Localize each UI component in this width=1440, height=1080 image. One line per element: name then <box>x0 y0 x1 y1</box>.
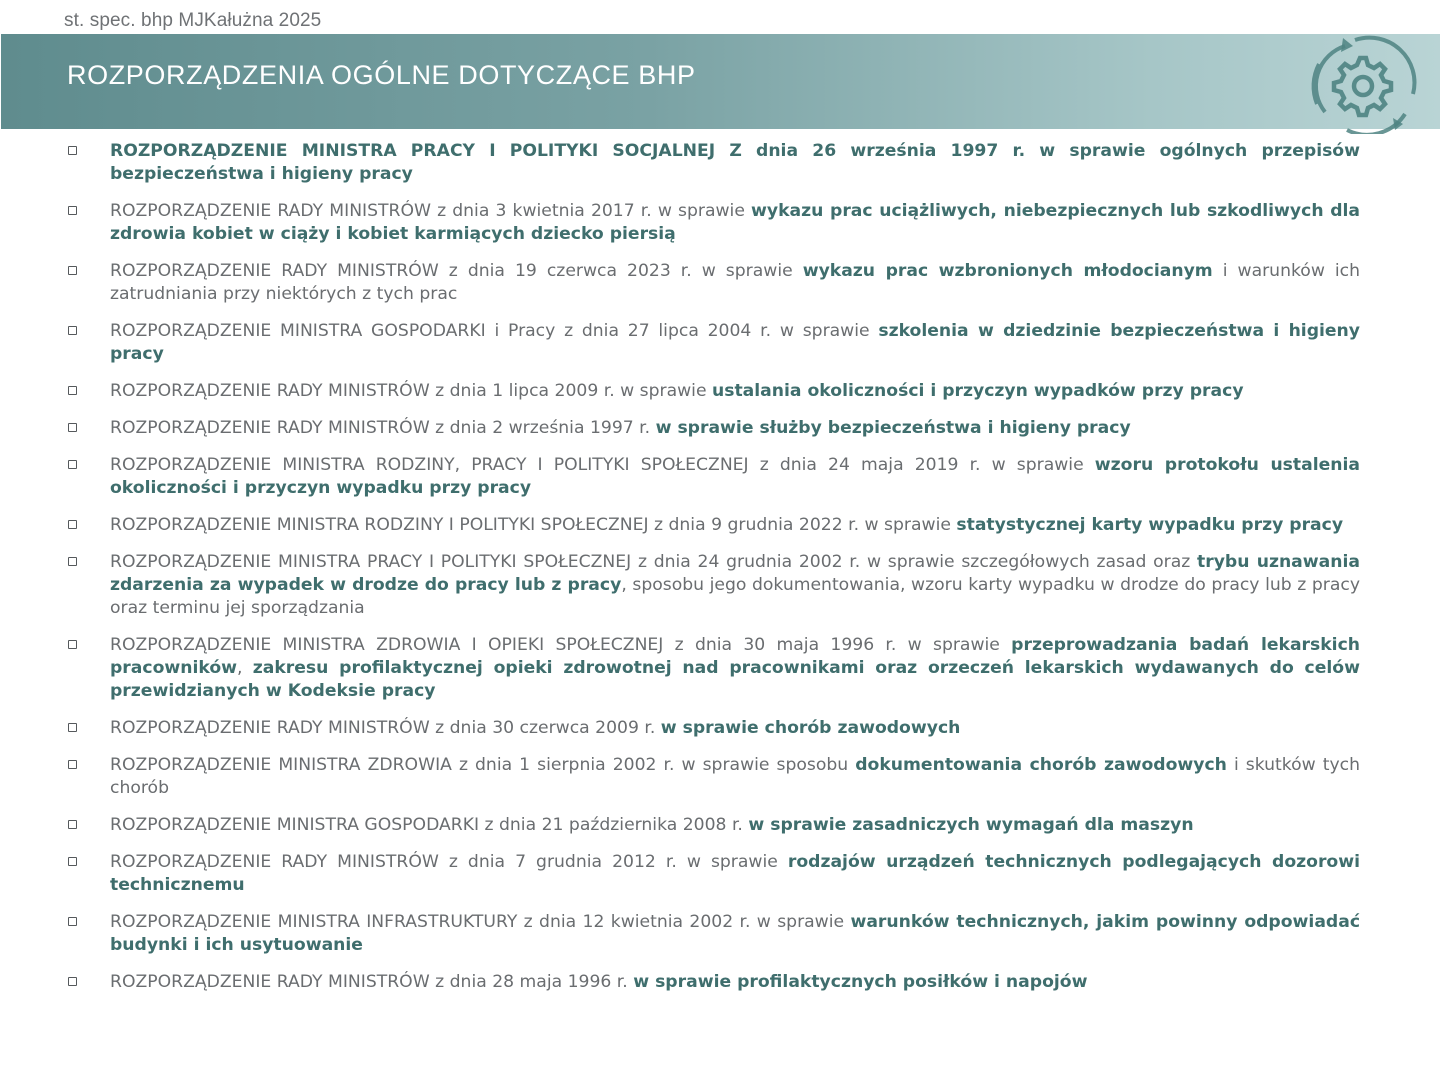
regulation-text: ROZPORZĄDZENIE MINISTRA ZDROWIA z dnia 1 sierpnia 2002 r. w sprawie sposobu <box>110 755 856 775</box>
list-item <box>62 911 1360 957</box>
regulation-text: ROZPORZĄDZENIE MINISTRA RODZINY I POLITYKI SPOŁECZNEJ z dnia 9 grudnia 2022 r. w sprawie <box>110 515 957 535</box>
regulation-text: ROZPORZĄDZENIE RADY MINISTRÓW z dnia 28 maja 1996 r. <box>110 972 634 992</box>
regulation-subject: przeprowadzania badań lekarskich pracowników <box>110 635 1360 678</box>
regulation-text: ROZPORZĄDZENIE MINISTRA INFRASTRUKTURY z dnia 12 kwietnia 2002 r. w sprawie <box>110 912 851 932</box>
list-item <box>62 971 1360 994</box>
checkbox-bullet-icon <box>68 820 77 829</box>
regulation-subject: wykazu prac uciążliwych, niebezpiecznych lub szkodliwych dla zdrowia kobiet w ciąży i kobiet karmiących dziecko piersią <box>110 201 1360 244</box>
checkbox-bullet-icon <box>68 423 77 432</box>
list-item <box>62 454 1360 500</box>
list-item <box>62 380 1360 403</box>
author-note: st. spec. bhp MJKałużna 2025 <box>64 10 322 31</box>
checkbox-bullet-icon <box>68 326 77 335</box>
regulation-subject: trybu uznawania zdarzenia za wypadek w drodze do pracy lub z pracy <box>110 552 1360 595</box>
regulation-list <box>62 140 1360 1008</box>
list-item <box>62 851 1360 897</box>
list-item <box>62 551 1360 620</box>
regulation-subject: zakresu profilaktycznej opieki zdrowotnej nad pracownikami oraz orzeczeń lekarskich wydawanych do celów przewidzianych w Kodeksie pracy <box>110 658 1360 701</box>
list-item <box>62 320 1360 366</box>
list-item <box>62 260 1360 306</box>
list-item <box>62 717 1360 740</box>
regulation-subject: ustalania okoliczności i przyczyn wypadków przy pracy <box>712 381 1244 401</box>
regulation-subject: szkolenia w dziedzinie bezpieczeństwa i higieny pracy <box>110 321 1360 364</box>
regulation-text: , <box>237 658 253 678</box>
regulation-subject: ROZPORZĄDZENIE MINISTRA PRACY I POLITYKI SOCJALNEJ Z dnia 26 września 1997 r. w sprawie ogólnych przepisów bezpieczeństwa i higieny pracy <box>110 141 1360 184</box>
regulation-text: ROZPORZĄDZENIE RADY MINISTRÓW z dnia 2 września 1997 r. <box>110 418 656 438</box>
checkbox-bullet-icon <box>68 760 77 769</box>
regulation-subject: statystycznej karty wypadku przy pracy <box>956 515 1344 535</box>
list-item <box>62 200 1360 246</box>
checkbox-bullet-icon <box>68 266 77 275</box>
gear-cycle-icon <box>1295 34 1425 134</box>
regulation-text: ROZPORZĄDZENIE MINISTRA GOSPODARKI i Pracy z dnia 27 lipca 2004 r. w sprawie <box>110 321 879 341</box>
regulation-text: ROZPORZĄDZENIE RADY MINISTRÓW z dnia 19 czerwca 2023 r. w sprawie <box>110 261 803 281</box>
checkbox-bullet-icon <box>68 460 77 469</box>
checkbox-bullet-icon <box>68 917 77 926</box>
header-banner <box>1 34 1440 129</box>
checkbox-bullet-icon <box>68 640 77 649</box>
list-item <box>62 814 1360 837</box>
regulation-text: ROZPORZĄDZENIE RADY MINISTRÓW z dnia 7 grudnia 2012 r. w sprawie <box>110 852 788 872</box>
checkbox-bullet-icon <box>68 857 77 866</box>
list-item <box>62 417 1360 440</box>
regulation-subject: wzoru protokołu ustalenia okoliczności i przyczyn wypadku przy pracy <box>110 455 1360 498</box>
regulation-subject: warunków technicznych, jakim powinny odpowiadać budynki i ich usytuowanie <box>110 912 1361 955</box>
list-item <box>62 754 1360 800</box>
list-item <box>62 140 1360 186</box>
regulation-subject: w sprawie chorób zawodowych <box>660 718 961 738</box>
regulation-subject: dokumentowania chorób zawodowych <box>855 755 1227 775</box>
regulation-text: , sposobu jego dokumentowania, wzoru karty wypadku w drodze do pracy lub z pracy oraz terminu jej sporządzania <box>110 575 1360 618</box>
regulation-subject: w sprawie służby bezpieczeństwa i higieny pracy <box>655 418 1131 438</box>
regulation-text: ROZPORZĄDZENIE RADY MINISTRÓW z dnia 30 czerwca 2009 r. <box>110 718 661 738</box>
checkbox-bullet-icon <box>68 723 77 732</box>
regulation-text: i warunków ich zatrudniania przy niektórych z tych prac <box>110 261 1361 304</box>
list-item <box>62 634 1360 703</box>
page-title: ROZPORZĄDZENIA OGÓLNE DOTYCZĄCE BHP <box>67 60 696 90</box>
regulation-text: ROZPORZĄDZENIE RADY MINISTRÓW z dnia 3 kwietnia 2017 r. w sprawie <box>110 201 752 221</box>
regulation-subject: rodzajów urządzeń technicznych podlegających dozorowi technicznemu <box>110 852 1361 895</box>
regulation-text: ROZPORZĄDZENIE MINISTRA RODZINY, PRACY I POLITYKI SPOŁECZNEJ z dnia 24 maja 2019 r. w sprawie <box>110 455 1095 475</box>
checkbox-bullet-icon <box>68 386 77 395</box>
regulation-text: i skutków tych chorób <box>110 755 1361 798</box>
regulation-text: ROZPORZĄDZENIE RADY MINISTRÓW z dnia 1 lipca 2009 r. w sprawie <box>110 381 712 401</box>
checkbox-bullet-icon <box>68 520 77 529</box>
list-item <box>62 514 1360 537</box>
regulation-subject: wykazu prac wzbronionych młodocianym <box>802 261 1213 281</box>
checkbox-bullet-icon <box>68 557 77 566</box>
checkbox-bullet-icon <box>68 146 77 155</box>
checkbox-bullet-icon <box>68 206 77 215</box>
regulation-subject: w sprawie profilaktycznych posiłków i napojów <box>633 972 1088 992</box>
regulation-text: ROZPORZĄDZENIE MINISTRA ZDROWIA I OPIEKI SPOŁECZNEJ z dnia 30 maja 1996 r. w sprawie <box>110 635 1012 655</box>
regulation-text: ROZPORZĄDZENIE MINISTRA GOSPODARKI z dnia 21 października 2008 r. <box>110 815 749 835</box>
regulation-subject: w sprawie zasadniczych wymagań dla maszyn <box>748 815 1194 835</box>
regulation-text: ROZPORZĄDZENIE MINISTRA PRACY I POLITYKI SPOŁECZNEJ z dnia 24 grudnia 2002 r. w sprawie szczegółowych zasad oraz <box>110 552 1198 572</box>
checkbox-bullet-icon <box>68 977 77 986</box>
